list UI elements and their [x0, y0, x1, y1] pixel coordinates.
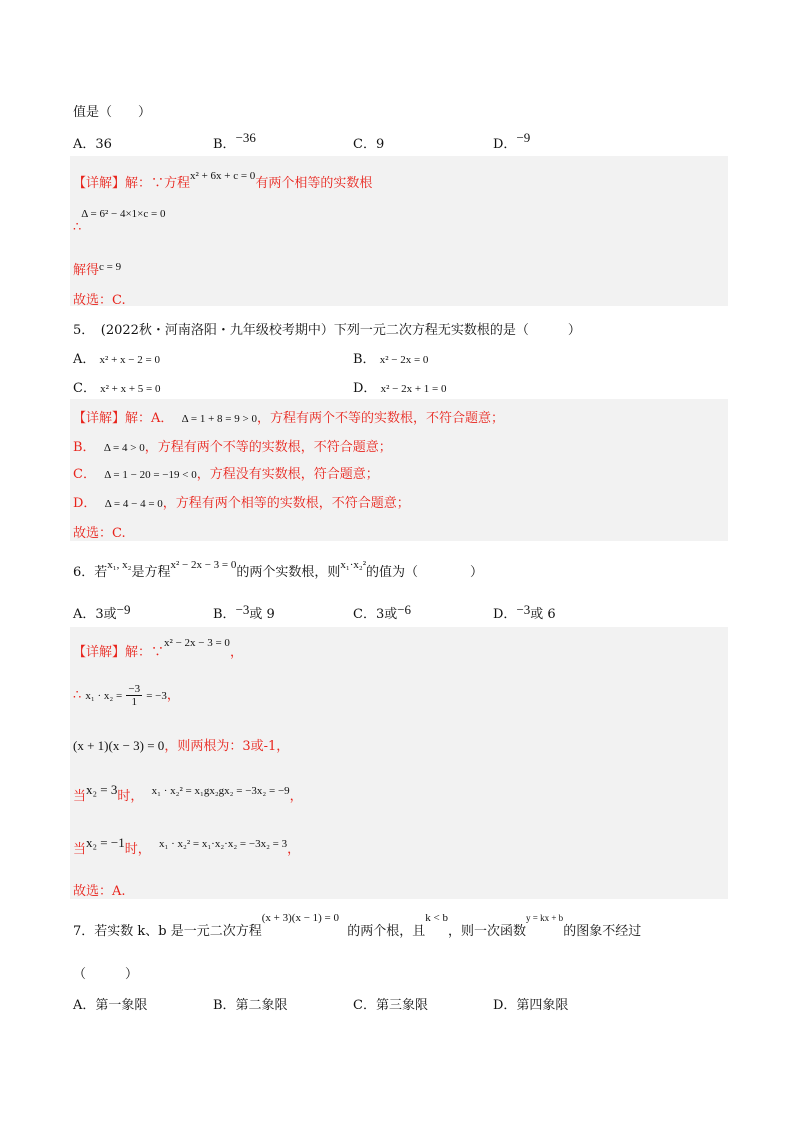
q5-solution-box: [70, 399, 728, 541]
q4-solution-box: [70, 156, 728, 306]
q6-solution-line4: 当x₂ = 3时， $^{x_1 \cdot x_2^2 = x_1gx_2gx_2 = -3x_2 = -9}$，: [73, 782, 303, 804]
q4-option-d: D．−9: [493, 130, 531, 152]
q5-solution-a: 【详解】解：A． Δ = 1 + 8 = 9 > 0，方程有两个不等的实数根，不符合题意；: [73, 411, 504, 426]
q7-stem: 7．若实数 k、b 是一元二次方程$^{(x + 3)(x - 1) = 0}$ 的两个根，且$^{k < b}$，则一次函数$^{y = kx + b}$的图象不经过: [73, 912, 642, 939]
q5-stem: 5． (2022秋・河南洛阳・九年级校考期中）下列一元二次方程无实数根的是（ ）: [73, 323, 581, 338]
q4-option-c: C．9: [353, 137, 385, 152]
fraction: $\frac{-3}{1}$: [128, 683, 141, 708]
q7-stem-line2: （ ）: [73, 967, 139, 982]
q6-solution-line2: ∴ x₁ · x₂ = $\frac{-3}{1}$ = −3，: [73, 683, 180, 708]
q5-option-d: D． x² − 2x + 1 = 0: [353, 381, 447, 396]
q5-option-c: C． x² + x + 5 = 0: [73, 381, 161, 396]
q7-option-b: B．第二象限: [213, 998, 288, 1013]
q5-solution-b: B． Δ = 4 > 0，方程有两个不等的实数根，不符合题意；: [73, 440, 392, 455]
q5-option-b: B． x² − 2x = 0: [353, 352, 429, 367]
q6-stem: 6．若$^{x_1, x_2}$是方程$^{x^2 - 2x - 3 = 0}$的两个实数根，则$^{x_1\cdot x_2^2}$的值为（ ）: [73, 559, 484, 580]
q4-solution-line2: ∴Δ = 6² − 4×1×c = 0: [73, 208, 166, 235]
q5-answer: 故选：C.: [73, 526, 126, 541]
q6-solution-box: [70, 627, 728, 899]
q7-option-d: D．第四象限: [493, 998, 569, 1013]
q6-option-b: B．−3或 9: [213, 602, 275, 622]
q6-option-d: D．−3或 6: [493, 602, 556, 622]
q6-option-c: C．3或−6: [353, 602, 412, 622]
q6-answer: 故选：A.: [73, 884, 126, 899]
q4-option-b: B．−36: [213, 130, 256, 152]
q5-solution-d: D． Δ = 4 − 4 = 0，方程有两个相等的实数根，不符合题意；: [73, 496, 410, 511]
q6-option-a: A．3或−9: [73, 602, 131, 622]
q4-option-a: A．36: [73, 137, 112, 152]
q4-solution-line3: 解得$^{c = 9}$: [73, 261, 122, 278]
q6-solution-line1: 【详解】解：∵$^{x^2 - 2x - 3 = 0}$，: [73, 637, 243, 660]
q6-solution-line3: (x + 1)(x − 3) = 0，则两根为：3或-1，: [73, 738, 290, 754]
q4-solution-line1: 【详解】解：∵方程$^{x^2 + 6x + c = 0}$有两个相等的实数根: [73, 170, 373, 191]
q7-option-c: C．第三象限: [353, 998, 428, 1013]
q5-solution-c: C． Δ = 1 − 20 = −19 < 0，方程没有实数根，符合题意；: [73, 467, 379, 482]
q4-answer: 故选：C.: [73, 293, 126, 308]
q7-option-a: A．第一象限: [73, 998, 148, 1013]
q5-option-a: A． x² + x − 2 = 0: [73, 352, 160, 367]
q6-solution-line5: 当x₂ = −1时， $^{x_1 \cdot x_2^2 = x_1\cdot x_2\cdot x_2 = -3x_2 = 3}$，: [73, 835, 301, 857]
q4-stem-tail: 值是（ ）: [73, 105, 152, 120]
